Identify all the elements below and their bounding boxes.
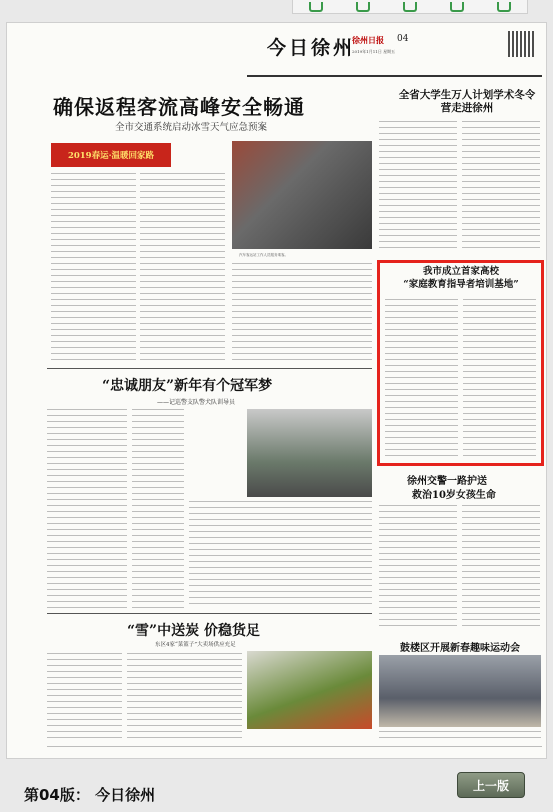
masthead-title: 今日徐州 xyxy=(267,37,356,59)
right-headline[interactable]: 全省大学生万人计划学术冬令营走进徐州 xyxy=(398,89,536,114)
settings-icon[interactable] xyxy=(497,2,511,12)
highlight-headline-1[interactable]: 我市成立首家高校 xyxy=(422,266,499,277)
section-divider-2 xyxy=(47,613,372,614)
toolbar xyxy=(292,0,528,14)
lead-subhead[interactable]: 全市交通系统启动冰雪天气应急预案 xyxy=(115,122,268,133)
story5-photo[interactable] xyxy=(379,655,541,727)
print-icon[interactable] xyxy=(309,2,323,12)
prev-page-button[interactable]: 上一版 xyxy=(457,772,525,798)
lead-text-col-3[interactable] xyxy=(232,263,372,363)
lead-headline[interactable]: 确保返程客流高峰安全畅通 xyxy=(53,95,305,119)
story3-text-col-1[interactable] xyxy=(379,505,457,630)
masthead-paper: 徐州日报 xyxy=(352,35,384,45)
story2-subhead[interactable]: ——记巡警支队警犬队训导员 xyxy=(157,399,236,406)
edition-label: 第04版： 今日徐州 xyxy=(24,786,156,804)
qr-code-icon xyxy=(508,31,534,57)
story4-text-col-1[interactable] xyxy=(47,653,122,743)
story3-headline-2[interactable]: 救治10岁女孩生命 xyxy=(412,490,496,501)
story4-subhead[interactable]: 东区4家“菜篮子”大卖场供应充足 xyxy=(155,642,236,648)
story3-headline[interactable]: 徐州交警一路护送 xyxy=(407,476,487,487)
highlight-text-col-2[interactable] xyxy=(463,299,536,459)
story4-text-col-2[interactable] xyxy=(127,653,242,743)
lead-text-col-1[interactable] xyxy=(51,173,136,363)
zoom-icon[interactable] xyxy=(356,2,370,12)
page-footer xyxy=(47,746,542,752)
story4-photo[interactable] xyxy=(247,651,372,729)
masthead-meta: 2019年1月11日 星期五 xyxy=(352,49,396,54)
story2-text-col-3[interactable] xyxy=(189,501,372,609)
story2-photo[interactable] xyxy=(247,409,372,497)
story4-headline[interactable]: “雪”中送炭 价稳货足 xyxy=(127,623,260,639)
save-icon[interactable] xyxy=(403,2,417,12)
highlight-headline-2[interactable]: “家庭教育指导者培训基地” xyxy=(403,279,519,290)
masthead-page-no: 04 xyxy=(397,34,409,44)
right-text-col-1[interactable] xyxy=(379,121,457,253)
masthead xyxy=(247,27,542,77)
highlight-text-col-1[interactable] xyxy=(385,299,458,459)
lead-photo[interactable] xyxy=(232,141,372,249)
right-text-col-2[interactable] xyxy=(462,121,540,253)
section-divider-1 xyxy=(47,368,372,369)
lead-text-col-2[interactable] xyxy=(140,173,225,363)
story5-text[interactable] xyxy=(379,731,541,743)
newspaper-page xyxy=(6,22,547,759)
story2-headline[interactable]: “忠诚朋友”新年有个冠军梦 xyxy=(102,378,273,394)
story2-text-col-2[interactable] xyxy=(132,409,184,609)
story3-text-col-2[interactable] xyxy=(462,505,540,630)
chunyun-banner: 2019春运·温暖回家路 xyxy=(51,143,171,167)
share-icon[interactable] xyxy=(450,2,464,12)
story2-text-col-1[interactable] xyxy=(47,409,127,609)
story5-headline[interactable]: 鼓楼区开展新春趣味运动会 xyxy=(400,643,520,654)
lead-photo-caption: 汽车客运站工作人员服务乘客。 xyxy=(239,253,288,257)
